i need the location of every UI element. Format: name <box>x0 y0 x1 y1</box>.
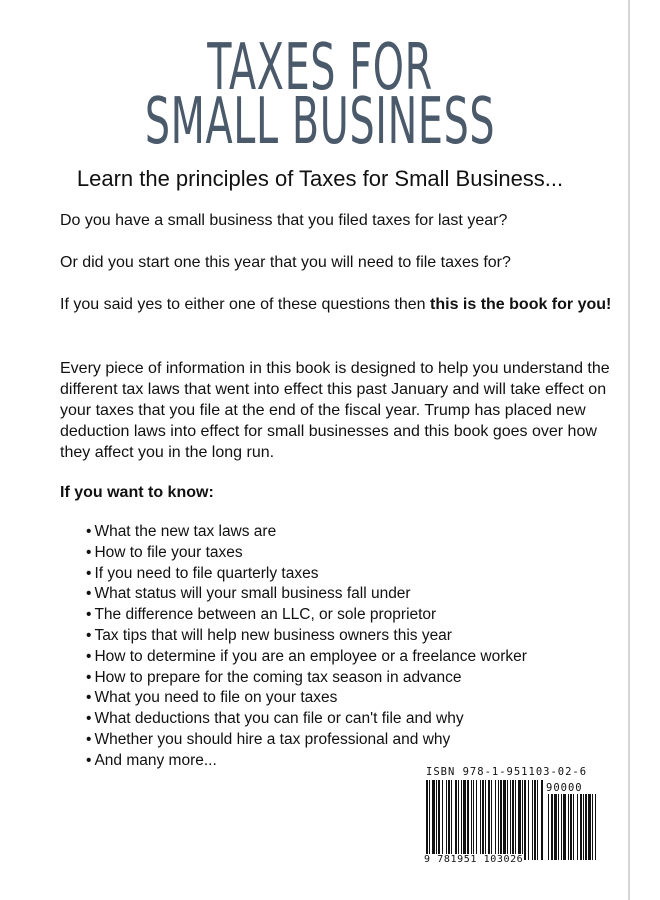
topics-list <box>86 522 527 772</box>
barcode-bar <box>482 780 484 860</box>
barcode-addon-bar <box>568 794 569 860</box>
bullet-icon: • <box>86 585 92 603</box>
list-item: • The difference between an LLC, or sole proprietor <box>86 606 437 624</box>
bullet-icon: • <box>86 751 92 769</box>
list-item: • How to determine if you are an employee or a freelance worker <box>86 647 527 665</box>
list-item: • And many more... <box>86 751 217 769</box>
barcode-bar <box>510 780 511 860</box>
barcode-bar <box>448 780 450 860</box>
bullet-icon: • <box>86 606 92 624</box>
isbn-barcode <box>424 766 599 874</box>
barcode-addon-code: 90000 <box>546 782 583 794</box>
barcode-bar <box>473 780 474 860</box>
barcode-bar <box>488 780 490 860</box>
page-edge-line <box>628 0 630 900</box>
bullet-icon: • <box>86 710 92 728</box>
barcode-bar <box>532 780 533 860</box>
barcode-bar <box>518 780 521 860</box>
list-item: • What deductions that you can file or can't file and why <box>86 710 464 728</box>
barcode-bar <box>498 780 499 860</box>
barcode-bar <box>485 780 486 860</box>
barcode-bar <box>438 780 440 860</box>
barcode-addon-bar <box>585 794 587 860</box>
bullet-icon: • <box>86 689 92 707</box>
barcode-bar <box>436 780 437 860</box>
barcode-bar <box>467 780 469 860</box>
barcode-addon-bar <box>583 794 584 860</box>
barcode-bar <box>480 780 481 860</box>
bullet-icon: • <box>86 647 92 665</box>
paragraph-question-1: Do you have a small business that you filed taxes for last year? <box>60 212 508 229</box>
barcode-bar <box>429 780 430 860</box>
bullet-icon: • <box>86 626 92 644</box>
list-item: • What you need to file on your taxes <box>86 689 338 707</box>
barcode-bar <box>463 780 466 860</box>
barcode-bar <box>528 780 529 860</box>
barcode-bar <box>455 780 457 860</box>
barcode-bar <box>426 780 428 860</box>
barcode-bar <box>522 780 523 860</box>
barcode-addon-bar <box>558 794 559 860</box>
barcode-bar <box>534 780 536 860</box>
barcode-addon-bar <box>548 794 549 860</box>
list-item: • How to file your taxes <box>86 543 243 561</box>
list-item: • Tax tips that will help new business owners this year <box>86 626 452 644</box>
barcode-addon-bar <box>570 794 572 860</box>
barcode-addon-bar <box>588 794 591 860</box>
barcode-addon-bar <box>563 794 566 860</box>
list-item: • If you need to file quarterly taxes <box>86 564 319 582</box>
list-item: • Whether you should hire a tax professional and why <box>86 730 451 748</box>
barcode-addon-bar <box>551 794 553 860</box>
barcode-addon-bar <box>580 794 582 860</box>
barcode-bar <box>495 780 496 860</box>
barcode-bar <box>471 780 472 860</box>
barcode-digits: 9 781951 103026 <box>424 854 524 865</box>
paragraph-yes-emphasis: this is the book for you! <box>430 296 612 313</box>
barcode-addon-bar <box>561 794 562 860</box>
barcode-bar <box>442 780 443 860</box>
paragraph-description: Every piece of information in this book is designed to help you understand the different tax laws that went into effect this past January and will take effect on your taxes that you file at the end of the fiscal year. Trump has placed new deduction laws into effect for small businesses and this book goes over how they affect you in the long run. <box>60 360 610 461</box>
list-item: • What the new tax laws are <box>86 523 277 540</box>
barcode-bar <box>458 780 459 860</box>
barcode-bar <box>537 780 538 860</box>
paragraph-yes-text: If you said yes to either one of these questions then <box>60 296 431 313</box>
barcode-bar <box>500 780 502 860</box>
barcode-bar <box>515 780 516 860</box>
barcode-addon-bar <box>577 794 578 860</box>
paragraph-question-2: Or did you start one this year that you will need to file taxes for? <box>60 254 511 271</box>
barcode-bar <box>524 780 526 860</box>
barcode-addon-bar <box>592 794 593 860</box>
bullet-icon: • <box>86 543 92 561</box>
barcode-addon-bar <box>573 794 574 860</box>
barcode-bar <box>432 780 435 860</box>
bullet-icon: • <box>86 523 92 540</box>
barcode-bar <box>476 780 477 860</box>
barcode-bar <box>512 780 514 860</box>
subtitle: Learn the principles of Taxes for Small Business... <box>76 166 564 191</box>
barcode-bar <box>451 780 452 860</box>
paragraph-yes <box>60 294 620 315</box>
want-to-know-heading: If you want to know: <box>60 484 214 501</box>
barcode-bar <box>491 780 492 860</box>
bullet-icon: • <box>86 668 92 686</box>
bullet-icon: • <box>86 564 92 582</box>
barcode-bar <box>503 780 506 860</box>
barcode-addon-bar <box>595 794 596 860</box>
book-title-line-2: SMALL BUSINESS <box>144 85 496 159</box>
bullet-icon: • <box>86 730 92 748</box>
list-item: • What status will your small business fall under <box>86 585 411 603</box>
barcode-bar <box>507 780 508 860</box>
barcode-bar <box>541 780 543 860</box>
list-item: • How to prepare for the coming tax season in advance <box>86 668 462 686</box>
isbn-label: ISBN 978-1-951103-02-6 <box>426 766 588 778</box>
barcode-bar <box>461 780 462 860</box>
barcode-addon-bar <box>554 794 557 860</box>
book-title-line-1: TAXES FOR <box>207 31 433 105</box>
barcode-bar <box>446 780 447 860</box>
